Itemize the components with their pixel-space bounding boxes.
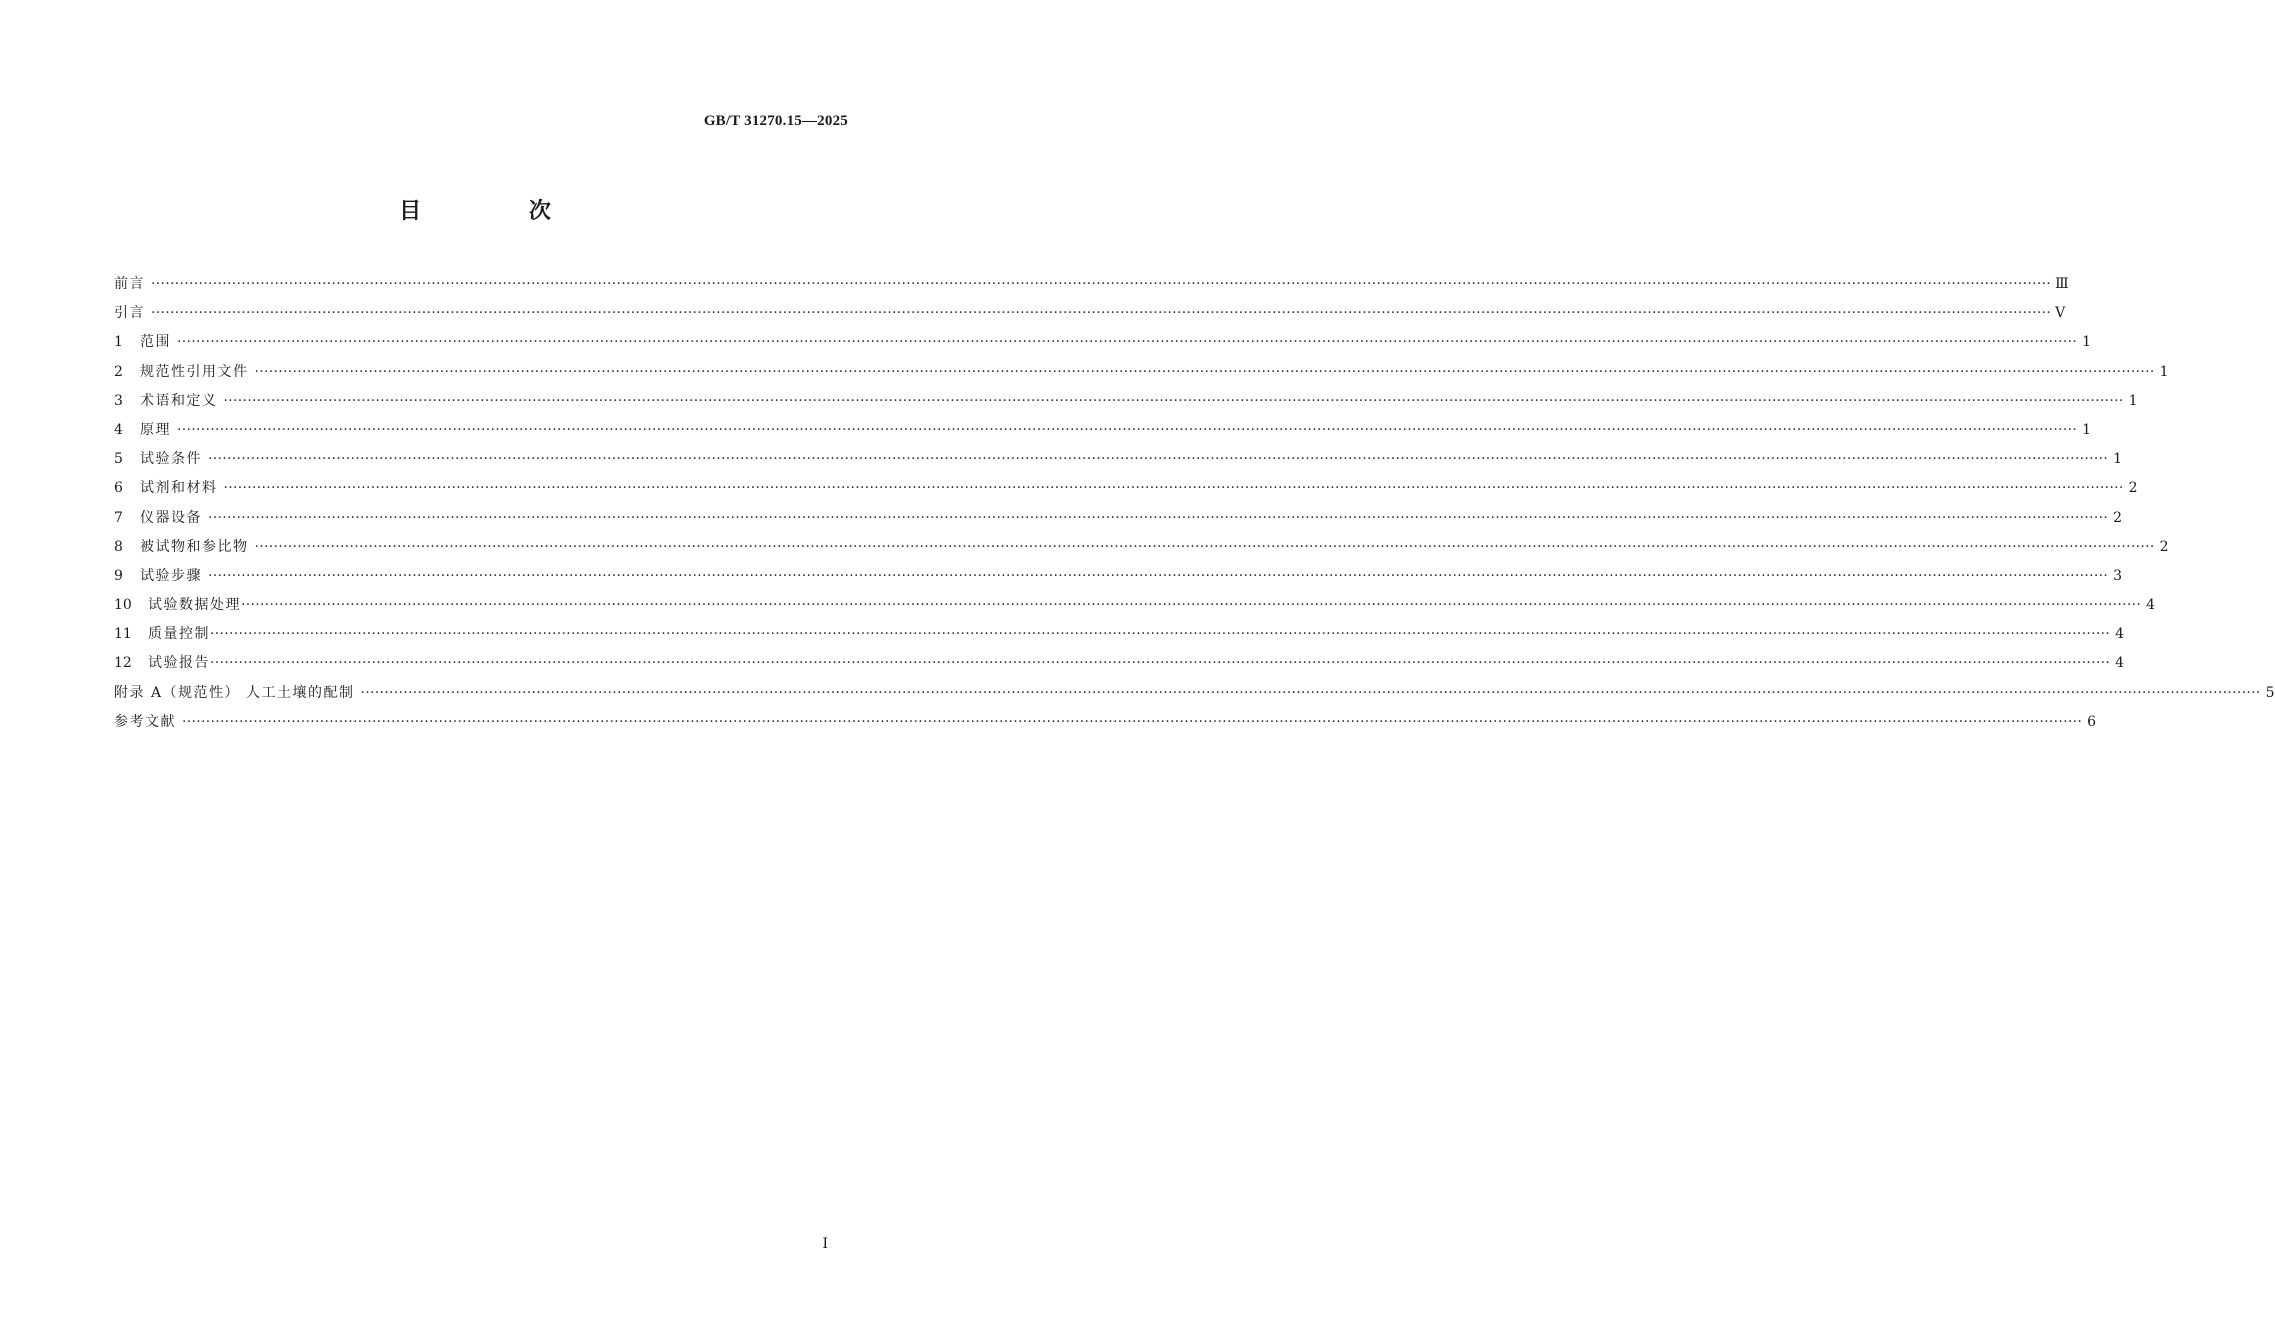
toc-entry-page: 1	[2159, 363, 2169, 380]
toc-entry-page: 2	[2113, 509, 2123, 526]
toc-entry[interactable]	[114, 504, 2123, 533]
toc-dot-leader: ················································································································································································································································································································································································································	[182, 713, 2083, 730]
toc-entry-page: 1	[2113, 451, 2123, 468]
toc-entry-label: 被试物和参比物	[140, 538, 249, 555]
toc-entry-number: 5	[114, 451, 123, 468]
toc-entry[interactable]	[114, 445, 2123, 474]
toc-entry[interactable]	[114, 270, 2069, 299]
toc-entry-page: 5	[2265, 684, 2275, 701]
toc-entry[interactable]	[114, 299, 2066, 328]
toc-entry-label: 参考文献	[114, 713, 176, 730]
toc-entry-page: 2	[2159, 538, 2169, 555]
toc-entry-page: 2	[2128, 480, 2138, 497]
toc-dot-leader: ················································································································································································································································································································································································································	[210, 626, 2111, 643]
toc-entry-number: 4	[114, 421, 123, 438]
toc-entry-number: 9	[114, 567, 123, 584]
toc-entry-label: 试验步骤	[140, 567, 202, 584]
toc-dot-leader: ················································································································································································································································································································································································································	[151, 305, 2052, 322]
toc-entry[interactable]	[114, 620, 2125, 649]
toc-entry-number: 8	[114, 538, 123, 555]
toc-entry-label: 试验报告	[148, 655, 210, 672]
toc-dot-leader: ················································································································································································································································································································································································································	[177, 334, 2078, 351]
toc-entry-label: 试验数据处理	[148, 597, 241, 614]
toc-entry-number: 6	[114, 480, 123, 497]
toc-entry[interactable]	[114, 328, 2092, 357]
toc-entry-number: 3	[114, 392, 123, 409]
toc-entry[interactable]	[114, 591, 2156, 620]
toc-entry[interactable]	[114, 649, 2125, 678]
toc-entry-label: 试验条件	[140, 451, 202, 468]
toc-entry[interactable]	[114, 474, 2138, 503]
toc-entry-number: 11	[114, 626, 132, 643]
page-title: 目 次	[399, 199, 601, 224]
toc-dot-leader: ················································································································································································································································································································································································································	[177, 421, 2078, 438]
toc-entry-number: 7	[114, 509, 123, 526]
table-of-contents	[114, 270, 2275, 737]
standard-number: GB/T 31270.15—2025	[703, 113, 848, 129]
toc-entry-page: 1	[2082, 334, 2092, 351]
toc-entry-label: 试剂和材料	[140, 480, 218, 497]
toc-dot-leader: ················································································································································································································································································································································································································	[208, 567, 2109, 584]
toc-dot-leader: ················································································································································································································································································································································································································	[208, 509, 2109, 526]
toc-entry-page: 3	[2113, 567, 2123, 584]
toc-entry[interactable]	[114, 387, 2138, 416]
toc-entry-label: 仪器设备	[140, 509, 202, 526]
toc-dot-leader: ················································································································································································································································································································································································································	[223, 392, 2124, 409]
toc-entry-page: 4	[2115, 655, 2125, 672]
toc-entry-label: 术语和定义	[140, 392, 218, 409]
toc-entry-label: 规范性引用文件	[140, 363, 249, 380]
toc-entry-number: 12	[114, 655, 132, 672]
toc-dot-leader: ················································································································································································································································································································································································································	[241, 597, 2142, 614]
toc-entry-page: Ⅴ	[2055, 305, 2066, 322]
page-number: Ⅰ	[822, 1237, 828, 1252]
toc-entry-label: 引言	[114, 305, 145, 322]
toc-entry-number: 10	[114, 597, 132, 614]
toc-entry[interactable]	[114, 679, 2275, 708]
toc-entry-page: 1	[2082, 421, 2092, 438]
toc-entry-page: 6	[2087, 713, 2097, 730]
toc-dot-leader: ················································································································································································································································································································································································································	[223, 480, 2124, 497]
toc-entry-number: 1	[114, 334, 123, 351]
toc-entry[interactable]	[114, 358, 2169, 387]
toc-dot-leader: ················································································································································································································································································································································································································	[210, 655, 2111, 672]
toc-entry-label: 范围	[140, 334, 171, 351]
toc-entry[interactable]	[114, 533, 2169, 562]
toc-entry[interactable]	[114, 562, 2123, 591]
toc-dot-leader: ················································································································································································································································································································································································································	[254, 538, 2155, 555]
toc-entry-label: 附录 A（规范性） 人工土壤的配制	[114, 684, 355, 701]
toc-dot-leader: ················································································································································································································································································································································································································	[208, 451, 2109, 468]
toc-entry-page: 4	[2146, 597, 2156, 614]
toc-entry[interactable]	[114, 708, 2097, 737]
toc-dot-leader: ················································································································································································································································································································································································································	[360, 684, 2261, 701]
toc-entry[interactable]	[114, 416, 2092, 445]
toc-entry-label: 原理	[140, 421, 171, 438]
toc-entry-label: 质量控制	[148, 626, 210, 643]
toc-entry-page: 1	[2128, 392, 2138, 409]
toc-entry-label: 前言	[114, 276, 145, 292]
toc-entry-number: 2	[114, 363, 123, 380]
toc-dot-leader: ················································································································································································································································································································································································································	[254, 363, 2155, 380]
toc-dot-leader: ················································································································································································································································································································································································································	[151, 276, 2052, 292]
toc-entry-page: 4	[2115, 626, 2125, 643]
toc-entry-page: Ⅲ	[2055, 276, 2069, 292]
